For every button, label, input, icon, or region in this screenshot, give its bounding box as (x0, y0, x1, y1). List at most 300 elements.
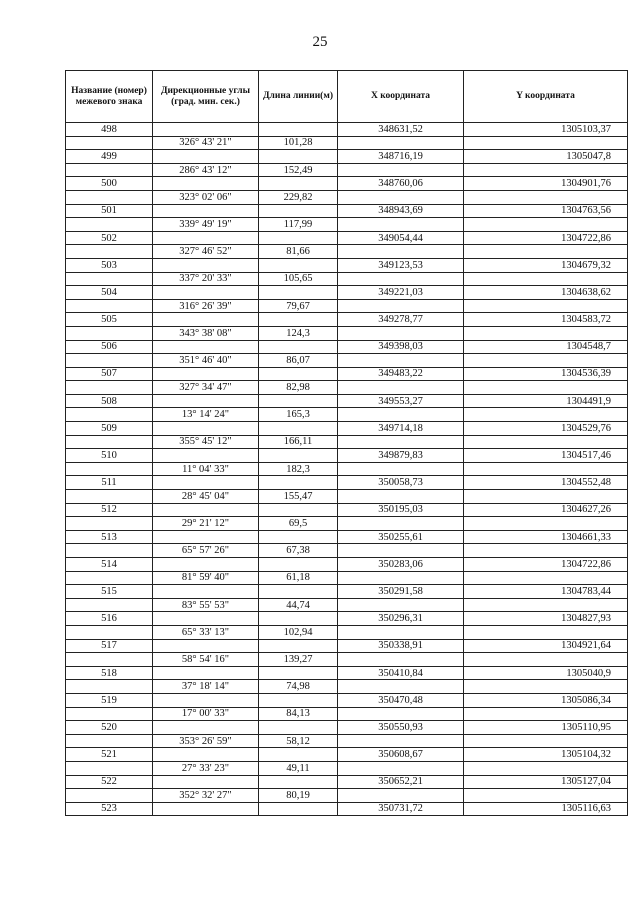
x-coordinate-cell: 349553,27 (338, 394, 464, 408)
y-coordinate-cell: 1304722,86 (464, 558, 628, 572)
y-coordinate-cell: 1304827,93 (464, 612, 628, 626)
point-row (66, 775, 628, 789)
empty-cell (66, 354, 153, 368)
direction-angle-cell: 17° 00' 33" (153, 707, 259, 721)
point-name-cell: 517 (66, 639, 153, 653)
x-coordinate-cell: 350731,72 (338, 802, 464, 816)
direction-angle-cell: 337° 20' 33" (153, 272, 259, 286)
point-row (66, 666, 628, 680)
segment-row (66, 680, 628, 694)
point-name-cell: 509 (66, 422, 153, 436)
table-body (66, 123, 628, 816)
point-name-cell: 510 (66, 449, 153, 463)
empty-cell (259, 721, 338, 735)
empty-cell (259, 639, 338, 653)
empty-cell (66, 218, 153, 232)
empty-cell (338, 625, 464, 639)
empty-cell (259, 748, 338, 762)
point-name-cell: 522 (66, 775, 153, 789)
header-name: Название (номер) межевого знака (66, 71, 153, 123)
empty-cell (259, 585, 338, 599)
empty-cell (464, 245, 628, 259)
empty-cell (66, 653, 153, 667)
x-coordinate-cell: 350470,48 (338, 693, 464, 707)
point-row (66, 585, 628, 599)
point-name-cell: 516 (66, 612, 153, 626)
empty-cell (464, 163, 628, 177)
segment-row (66, 571, 628, 585)
empty-cell (259, 286, 338, 300)
line-length-cell: 139,27 (259, 653, 338, 667)
empty-cell (338, 734, 464, 748)
empty-cell (153, 286, 259, 300)
empty-cell (66, 408, 153, 422)
segment-row (66, 462, 628, 476)
line-length-cell: 61,18 (259, 571, 338, 585)
segment-row (66, 408, 628, 422)
x-coordinate-cell: 348631,52 (338, 123, 464, 137)
y-coordinate-cell: 1304491,9 (464, 394, 628, 408)
empty-cell (259, 666, 338, 680)
empty-cell (153, 204, 259, 218)
direction-angle-cell: 316° 26' 39" (153, 299, 259, 313)
empty-cell (259, 449, 338, 463)
line-length-cell: 117,99 (259, 218, 338, 232)
line-length-cell: 80,19 (259, 789, 338, 803)
empty-cell (338, 408, 464, 422)
segment-row (66, 272, 628, 286)
segment-row (66, 544, 628, 558)
point-row (66, 802, 628, 816)
empty-cell (153, 775, 259, 789)
empty-cell (66, 190, 153, 204)
point-name-cell: 518 (66, 666, 153, 680)
point-row (66, 449, 628, 463)
point-name-cell: 507 (66, 367, 153, 381)
point-name-cell: 498 (66, 123, 153, 137)
segment-row (66, 435, 628, 449)
x-coordinate-cell: 349483,22 (338, 367, 464, 381)
point-row (66, 476, 628, 490)
empty-cell (66, 326, 153, 340)
empty-cell (153, 693, 259, 707)
empty-cell (153, 422, 259, 436)
direction-angle-cell: 326° 43' 21" (153, 136, 259, 150)
y-coordinate-cell: 1304901,76 (464, 177, 628, 191)
point-name-cell: 501 (66, 204, 153, 218)
segment-row (66, 381, 628, 395)
segment-row (66, 653, 628, 667)
empty-cell (66, 625, 153, 639)
direction-angle-cell: 81° 59' 40" (153, 571, 259, 585)
empty-cell (66, 490, 153, 504)
empty-cell (464, 734, 628, 748)
segment-row (66, 490, 628, 504)
empty-cell (153, 476, 259, 490)
empty-cell (338, 299, 464, 313)
empty-cell (153, 313, 259, 327)
point-name-cell: 521 (66, 748, 153, 762)
segment-row (66, 190, 628, 204)
empty-cell (259, 394, 338, 408)
empty-cell (259, 422, 338, 436)
point-name-cell: 519 (66, 693, 153, 707)
point-name-cell: 520 (66, 721, 153, 735)
point-row (66, 612, 628, 626)
line-length-cell: 152,49 (259, 163, 338, 177)
point-name-cell: 506 (66, 340, 153, 354)
direction-angle-cell: 11° 04' 33" (153, 462, 259, 476)
header-length: Длина линии(м) (259, 71, 338, 123)
empty-cell (66, 163, 153, 177)
segment-row (66, 218, 628, 232)
table-header-row (66, 71, 628, 123)
empty-cell (338, 598, 464, 612)
empty-cell (338, 789, 464, 803)
direction-angle-cell: 286° 43' 12" (153, 163, 259, 177)
empty-cell (66, 462, 153, 476)
point-row (66, 748, 628, 762)
point-row (66, 204, 628, 218)
empty-cell (66, 789, 153, 803)
x-coordinate-cell: 350195,03 (338, 503, 464, 517)
segment-row (66, 326, 628, 340)
empty-cell (338, 272, 464, 286)
empty-cell (259, 558, 338, 572)
line-length-cell: 105,65 (259, 272, 338, 286)
empty-cell (338, 544, 464, 558)
segment-row (66, 354, 628, 368)
direction-angle-cell: 353° 26' 59" (153, 734, 259, 748)
x-coordinate-cell: 349879,83 (338, 449, 464, 463)
x-coordinate-cell: 349714,18 (338, 422, 464, 436)
empty-cell (464, 299, 628, 313)
direction-angle-cell: 83° 55' 53" (153, 598, 259, 612)
segment-row (66, 245, 628, 259)
empty-cell (153, 666, 259, 680)
empty-cell (259, 204, 338, 218)
page-number: 25 (312, 34, 328, 50)
point-row (66, 177, 628, 191)
empty-cell (153, 150, 259, 164)
line-length-cell: 82,98 (259, 381, 338, 395)
empty-cell (338, 571, 464, 585)
empty-cell (259, 367, 338, 381)
point-row (66, 693, 628, 707)
empty-cell (464, 354, 628, 368)
empty-cell (464, 462, 628, 476)
empty-cell (338, 326, 464, 340)
empty-cell (66, 299, 153, 313)
empty-cell (464, 136, 628, 150)
empty-cell (464, 218, 628, 232)
empty-cell (259, 612, 338, 626)
x-coordinate-cell: 348943,69 (338, 204, 464, 218)
y-coordinate-cell: 1304552,48 (464, 476, 628, 490)
empty-cell (338, 163, 464, 177)
y-coordinate-cell: 1304638,62 (464, 286, 628, 300)
point-row (66, 639, 628, 653)
direction-angle-cell: 327° 46' 52" (153, 245, 259, 259)
empty-cell (153, 367, 259, 381)
empty-cell (464, 789, 628, 803)
empty-cell (259, 177, 338, 191)
segment-row (66, 163, 628, 177)
line-length-cell: 229,82 (259, 190, 338, 204)
empty-cell (259, 775, 338, 789)
point-row (66, 422, 628, 436)
x-coordinate-cell: 350296,31 (338, 612, 464, 626)
header-y: Y координата (464, 71, 628, 123)
segment-row (66, 761, 628, 775)
empty-cell (66, 598, 153, 612)
line-length-cell: 124,3 (259, 326, 338, 340)
empty-cell (338, 707, 464, 721)
direction-angle-cell: 27° 33' 23" (153, 761, 259, 775)
y-coordinate-cell: 1304921,64 (464, 639, 628, 653)
empty-cell (464, 517, 628, 531)
direction-angle-cell: 351° 46' 40" (153, 354, 259, 368)
line-length-cell: 58,12 (259, 734, 338, 748)
empty-cell (153, 748, 259, 762)
x-coordinate-cell: 349398,03 (338, 340, 464, 354)
empty-cell (464, 598, 628, 612)
empty-cell (153, 721, 259, 735)
y-coordinate-cell: 1304548,7 (464, 340, 628, 354)
x-coordinate-cell: 349123,53 (338, 258, 464, 272)
empty-cell (153, 231, 259, 245)
empty-cell (464, 761, 628, 775)
empty-cell (259, 476, 338, 490)
empty-cell (464, 571, 628, 585)
empty-cell (66, 544, 153, 558)
empty-cell (259, 150, 338, 164)
empty-cell (338, 490, 464, 504)
empty-cell (338, 462, 464, 476)
line-length-cell: 182,3 (259, 462, 338, 476)
empty-cell (66, 707, 153, 721)
empty-cell (464, 326, 628, 340)
empty-cell (338, 680, 464, 694)
point-row (66, 503, 628, 517)
x-coordinate-cell: 350283,06 (338, 558, 464, 572)
line-length-cell: 49,11 (259, 761, 338, 775)
x-coordinate-cell: 349221,03 (338, 286, 464, 300)
y-coordinate-cell: 1304583,72 (464, 313, 628, 327)
empty-cell (259, 258, 338, 272)
empty-cell (464, 272, 628, 286)
point-row (66, 530, 628, 544)
empty-cell (153, 530, 259, 544)
line-length-cell: 44,74 (259, 598, 338, 612)
empty-cell (338, 761, 464, 775)
empty-cell (66, 136, 153, 150)
empty-cell (66, 517, 153, 531)
x-coordinate-cell: 350608,67 (338, 748, 464, 762)
y-coordinate-cell: 1304679,32 (464, 258, 628, 272)
empty-cell (338, 354, 464, 368)
segment-row (66, 734, 628, 748)
empty-cell (66, 381, 153, 395)
direction-angle-cell: 28° 45' 04" (153, 490, 259, 504)
x-coordinate-cell: 350550,93 (338, 721, 464, 735)
empty-cell (259, 340, 338, 354)
empty-cell (338, 190, 464, 204)
empty-cell (338, 381, 464, 395)
y-coordinate-cell: 1305110,95 (464, 721, 628, 735)
direction-angle-cell: 352° 32' 27" (153, 789, 259, 803)
point-row (66, 367, 628, 381)
empty-cell (259, 313, 338, 327)
empty-cell (66, 272, 153, 286)
empty-cell (66, 734, 153, 748)
x-coordinate-cell: 350410,84 (338, 666, 464, 680)
segment-row (66, 517, 628, 531)
line-length-cell: 69,5 (259, 517, 338, 531)
empty-cell (153, 558, 259, 572)
point-row (66, 286, 628, 300)
empty-cell (464, 190, 628, 204)
point-row (66, 721, 628, 735)
y-coordinate-cell: 1305086,34 (464, 693, 628, 707)
header-angle: Дирекционные углы (град. мин. сек.) (153, 71, 259, 123)
line-length-cell: 67,38 (259, 544, 338, 558)
line-length-cell: 84,13 (259, 707, 338, 721)
empty-cell (153, 802, 259, 816)
empty-cell (464, 435, 628, 449)
segment-row (66, 136, 628, 150)
empty-cell (153, 340, 259, 354)
y-coordinate-cell: 1305116,63 (464, 802, 628, 816)
empty-cell (464, 408, 628, 422)
segment-row (66, 299, 628, 313)
header-x: X координата (338, 71, 464, 123)
line-length-cell: 74,98 (259, 680, 338, 694)
empty-cell (464, 680, 628, 694)
empty-cell (153, 258, 259, 272)
y-coordinate-cell: 1304536,39 (464, 367, 628, 381)
empty-cell (338, 653, 464, 667)
empty-cell (153, 585, 259, 599)
empty-cell (153, 449, 259, 463)
point-name-cell: 499 (66, 150, 153, 164)
empty-cell (338, 245, 464, 259)
point-row (66, 558, 628, 572)
y-coordinate-cell: 1304529,76 (464, 422, 628, 436)
point-name-cell: 513 (66, 530, 153, 544)
point-name-cell: 523 (66, 802, 153, 816)
point-name-cell: 512 (66, 503, 153, 517)
line-length-cell: 86,07 (259, 354, 338, 368)
point-row (66, 150, 628, 164)
y-coordinate-cell: 1305127,04 (464, 775, 628, 789)
empty-cell (259, 802, 338, 816)
boundary-coordinates-table (65, 70, 628, 816)
empty-cell (338, 517, 464, 531)
empty-cell (153, 612, 259, 626)
point-row (66, 340, 628, 354)
direction-angle-cell: 65° 33' 13" (153, 625, 259, 639)
x-coordinate-cell: 350058,73 (338, 476, 464, 490)
direction-angle-cell: 13° 14' 24" (153, 408, 259, 422)
empty-cell (153, 123, 259, 137)
empty-cell (66, 245, 153, 259)
point-row (66, 231, 628, 245)
point-name-cell: 502 (66, 231, 153, 245)
y-coordinate-cell: 1304627,26 (464, 503, 628, 517)
y-coordinate-cell: 1304783,44 (464, 585, 628, 599)
direction-angle-cell: 323° 02' 06" (153, 190, 259, 204)
y-coordinate-cell: 1304763,56 (464, 204, 628, 218)
point-name-cell: 500 (66, 177, 153, 191)
point-name-cell: 511 (66, 476, 153, 490)
x-coordinate-cell: 348716,19 (338, 150, 464, 164)
line-length-cell: 155,47 (259, 490, 338, 504)
point-name-cell: 504 (66, 286, 153, 300)
point-row (66, 258, 628, 272)
empty-cell (66, 761, 153, 775)
empty-cell (66, 571, 153, 585)
empty-cell (464, 544, 628, 558)
y-coordinate-cell: 1305047,8 (464, 150, 628, 164)
direction-angle-cell: 327° 34' 47" (153, 381, 259, 395)
empty-cell (259, 123, 338, 137)
empty-cell (259, 693, 338, 707)
y-coordinate-cell: 1305104,32 (464, 748, 628, 762)
direction-angle-cell: 29° 21' 12" (153, 517, 259, 531)
empty-cell (464, 381, 628, 395)
empty-cell (259, 503, 338, 517)
empty-cell (153, 639, 259, 653)
segment-row (66, 625, 628, 639)
x-coordinate-cell: 350338,91 (338, 639, 464, 653)
segment-row (66, 598, 628, 612)
x-coordinate-cell: 349054,44 (338, 231, 464, 245)
line-length-cell: 102,94 (259, 625, 338, 639)
y-coordinate-cell: 1304517,46 (464, 449, 628, 463)
y-coordinate-cell: 1304661,33 (464, 530, 628, 544)
direction-angle-cell: 343° 38' 08" (153, 326, 259, 340)
empty-cell (338, 218, 464, 232)
point-row (66, 394, 628, 408)
empty-cell (66, 435, 153, 449)
x-coordinate-cell: 349278,77 (338, 313, 464, 327)
direction-angle-cell: 65° 57' 26" (153, 544, 259, 558)
point-name-cell: 514 (66, 558, 153, 572)
empty-cell (153, 177, 259, 191)
direction-angle-cell: 339° 49' 19" (153, 218, 259, 232)
point-row (66, 123, 628, 137)
segment-row (66, 707, 628, 721)
empty-cell (464, 490, 628, 504)
empty-cell (464, 653, 628, 667)
line-length-cell: 165,3 (259, 408, 338, 422)
x-coordinate-cell: 350652,21 (338, 775, 464, 789)
empty-cell (153, 503, 259, 517)
x-coordinate-cell: 350255,61 (338, 530, 464, 544)
empty-cell (338, 136, 464, 150)
x-coordinate-cell: 350291,58 (338, 585, 464, 599)
point-name-cell: 505 (66, 313, 153, 327)
line-length-cell: 166,11 (259, 435, 338, 449)
empty-cell (259, 530, 338, 544)
y-coordinate-cell: 1305103,37 (464, 123, 628, 137)
point-name-cell: 515 (66, 585, 153, 599)
line-length-cell: 101,28 (259, 136, 338, 150)
point-name-cell: 508 (66, 394, 153, 408)
x-coordinate-cell: 348760,06 (338, 177, 464, 191)
point-name-cell: 503 (66, 258, 153, 272)
